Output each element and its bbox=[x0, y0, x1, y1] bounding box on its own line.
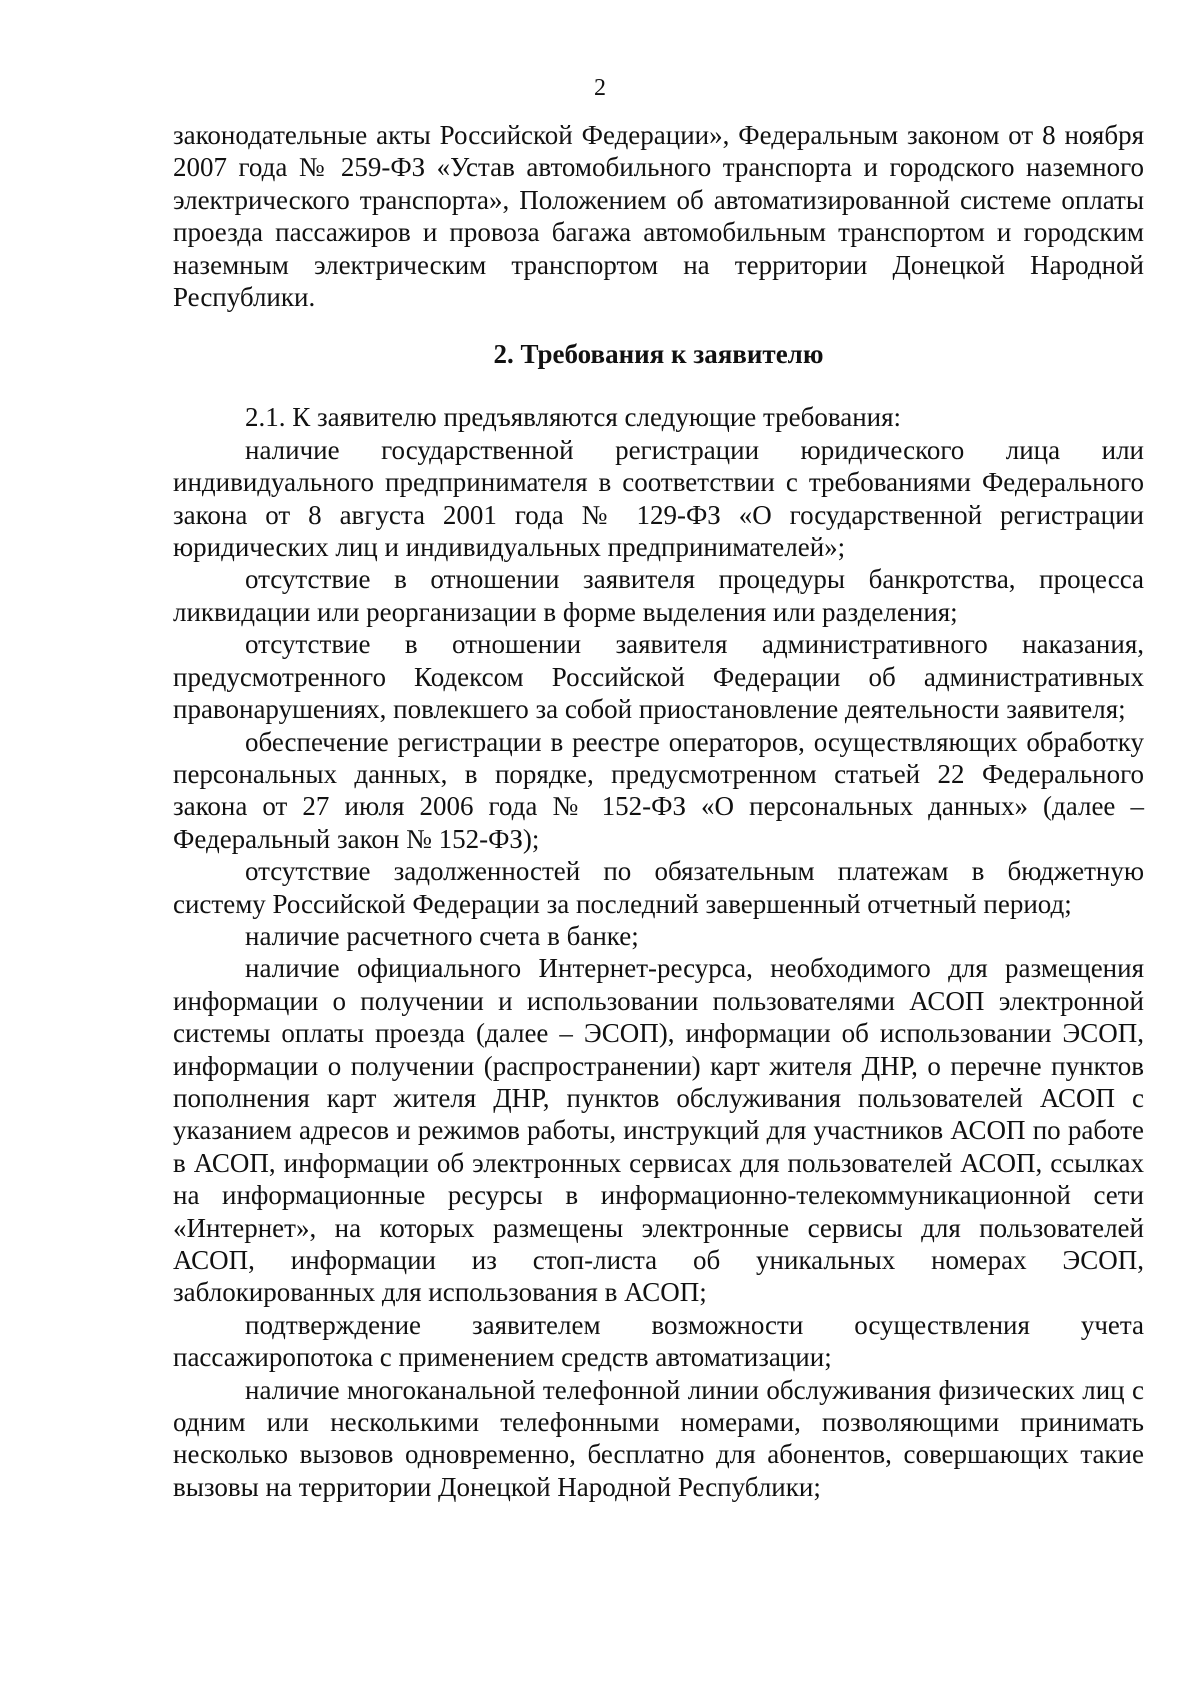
requirement-personal-data-registry: обеспечение регистрации в реестре операторов, осуществляющих обработку персональных данных, в порядке, предусмотренном статьей 22 Федерального закона от 27 июля 2006 года № 152-ФЗ «О персональных данных» (далее – Федеральный закон № 152-ФЗ); bbox=[173, 726, 1144, 854]
requirement-internet-resource: наличие официального Интернет-ресурса, необходимого для размещения информации о получении и использовании пользователями АСОП электронной системы оплаты проезда (далее – ЭСОП), информации об использовании ЭСОП, информации о получении (распространении) карт жителя ДНР, о перечне пунктов пополнения карт жителя ДНР, пунктов обслуживания пользователей АСОП с указанием адресов и режимов работы, инструкций для участников АСОП по работе в АСОП, информации об электронных сервисах для пользователей АСОП, ссылках на информационные ресурсы в информационно-телекоммуникационной сети «Интернет», на которых размещены электронные сервисы для пользователей АСОП, информации из стоп-листа об уникальных номерах ЭСОП, заблокированных для использования в АСОП; bbox=[173, 953, 1144, 1308]
page-number: 2 bbox=[594, 75, 606, 101]
intro-paragraph: законодательные акты Российской Федерации», Федеральным законом от 8 ноября 2007 года № 259-ФЗ «Устав автомобильного транспорта и городского наземного электрического транспорта», Положением об автоматизированной системе оплаты проезда пассажиров и провоза багажа автомобильным транспортом и городским наземным электрическим транспортом на территории Донецкой Народной Республики. bbox=[173, 120, 1144, 313]
requirement-multichannel-phone-line: наличие многоканальной телефонной линии обслуживания физических лиц с одним или несколькими телефонными номерами, позволяющими принимать несколько вызовов одновременно, бесплатно для абонентов, совершающих такие вызовы на территории Донецкой Народной Республики; bbox=[173, 1374, 1144, 1502]
section-heading: 2. Требования к заявителю bbox=[493, 339, 824, 370]
requirement-no-administrative-penalty: отсутствие в отношении заявителя административного наказания, предусмотренного Кодексом Российской Федерации об административных правонарушениях, повлекшего за собой приостановление деятельности заявителя; bbox=[173, 629, 1144, 725]
clause-2-1: 2.1. К заявителю предъявляются следующие требования: bbox=[245, 402, 902, 433]
document-body bbox=[173, 119, 1144, 1503]
requirement-no-bankruptcy: отсутствие в отношении заявителя процедуры банкротства, процесса ликвидации или реорганизации в форме выделения или разделения; bbox=[173, 564, 1144, 627]
requirement-state-registration: наличие государственной регистрации юридического лица или индивидуального предпринимателя в соответствии с требованиями Федерального закона от 8 августа 2001 года № 129-ФЗ «О государственной регистрации юридических лиц и индивидуальных предпринимателей»; bbox=[173, 434, 1144, 563]
requirement-no-debts: отсутствие задолженностей по обязательным платежам в бюджетную систему Российской Федерации за последний завершенный отчетный период; bbox=[173, 856, 1144, 919]
requirement-passenger-flow-accounting: подтверждение заявителем возможности осуществления учета пассажиропотока с применением средств автоматизации; bbox=[173, 1309, 1144, 1373]
requirement-bank-account: наличие расчетного счета в банке; bbox=[245, 920, 639, 951]
